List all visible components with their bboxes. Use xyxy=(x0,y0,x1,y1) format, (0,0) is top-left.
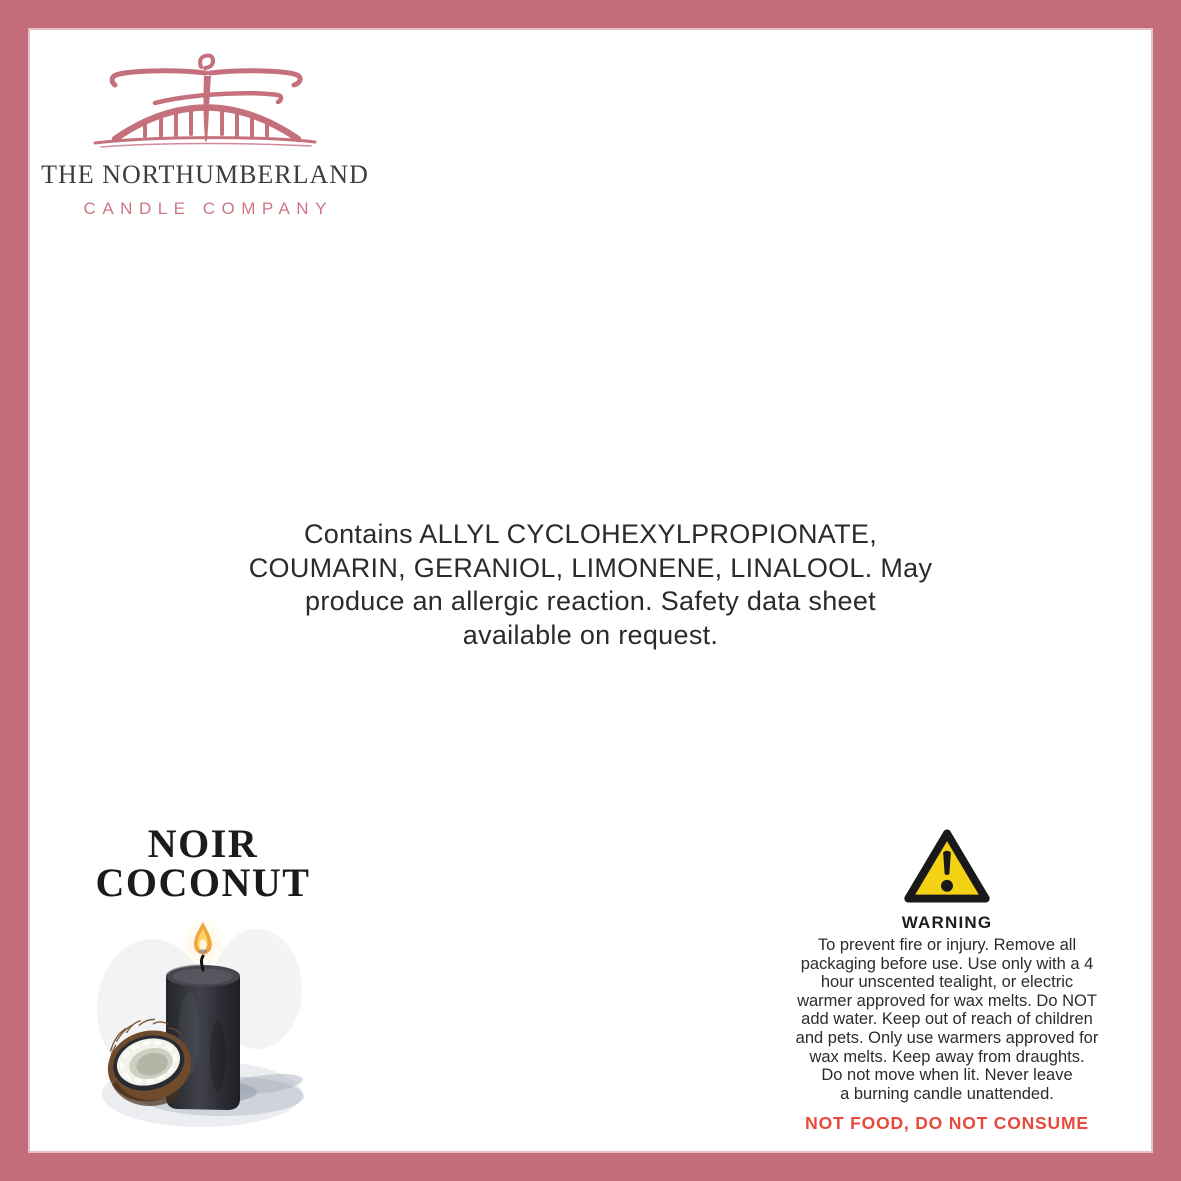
angel-of-the-north-logo-icon xyxy=(85,46,325,158)
brand-block xyxy=(40,46,370,219)
allergen-line: Contains ALLYL CYCLOHEXYLPROPIONATE, xyxy=(303,519,878,549)
allergen-statement xyxy=(0,518,1181,652)
warning-heading: WARNING xyxy=(901,913,993,932)
warning-line: To prevent fire or injury. Remove all xyxy=(817,936,1077,954)
not-food-notice: NOT FOOD, DO NOT CONSUME xyxy=(805,1113,1089,1134)
allergen-line: produce an allergic reaction. Safety data sheet xyxy=(305,586,876,616)
warning-line: add water. Keep out of reach of children xyxy=(801,1010,1093,1029)
warning-text xyxy=(772,936,1122,1103)
warning-line: Do not move when lit. Never leave xyxy=(821,1066,1073,1085)
warning-block xyxy=(772,827,1122,1134)
brand-subtitle: CANDLE COMPANY xyxy=(83,199,333,218)
allergen-line: available on request. xyxy=(462,619,719,650)
warning-line: warmer approved for wax melts. Do NOT xyxy=(797,991,1097,1010)
warning-line: a burning candle unattended. xyxy=(840,1084,1054,1103)
brand-name: THE NORTHUMBERLAND xyxy=(41,160,369,189)
product-block xyxy=(38,821,368,1134)
allergen-line: COUMARIN, GERANIOL, LIMONENE, LINALOOL. May xyxy=(248,552,933,583)
warning-line: hour unscented tealight, or electric xyxy=(820,973,1074,992)
warning-line: packaging before use. Use only with a 4 xyxy=(800,954,1094,973)
warning-line: and pets. Only use warmers approved for xyxy=(795,1028,1099,1047)
candle-coconut-illustration xyxy=(97,914,309,1134)
product-name-line2: COCONUT xyxy=(95,860,311,905)
wick xyxy=(201,956,203,970)
product-title xyxy=(38,821,368,905)
product-name-line1: NOIR xyxy=(147,821,259,866)
warning-triangle-icon xyxy=(903,827,991,905)
warning-line: wax melts. Keep away from draughts. xyxy=(809,1047,1085,1066)
